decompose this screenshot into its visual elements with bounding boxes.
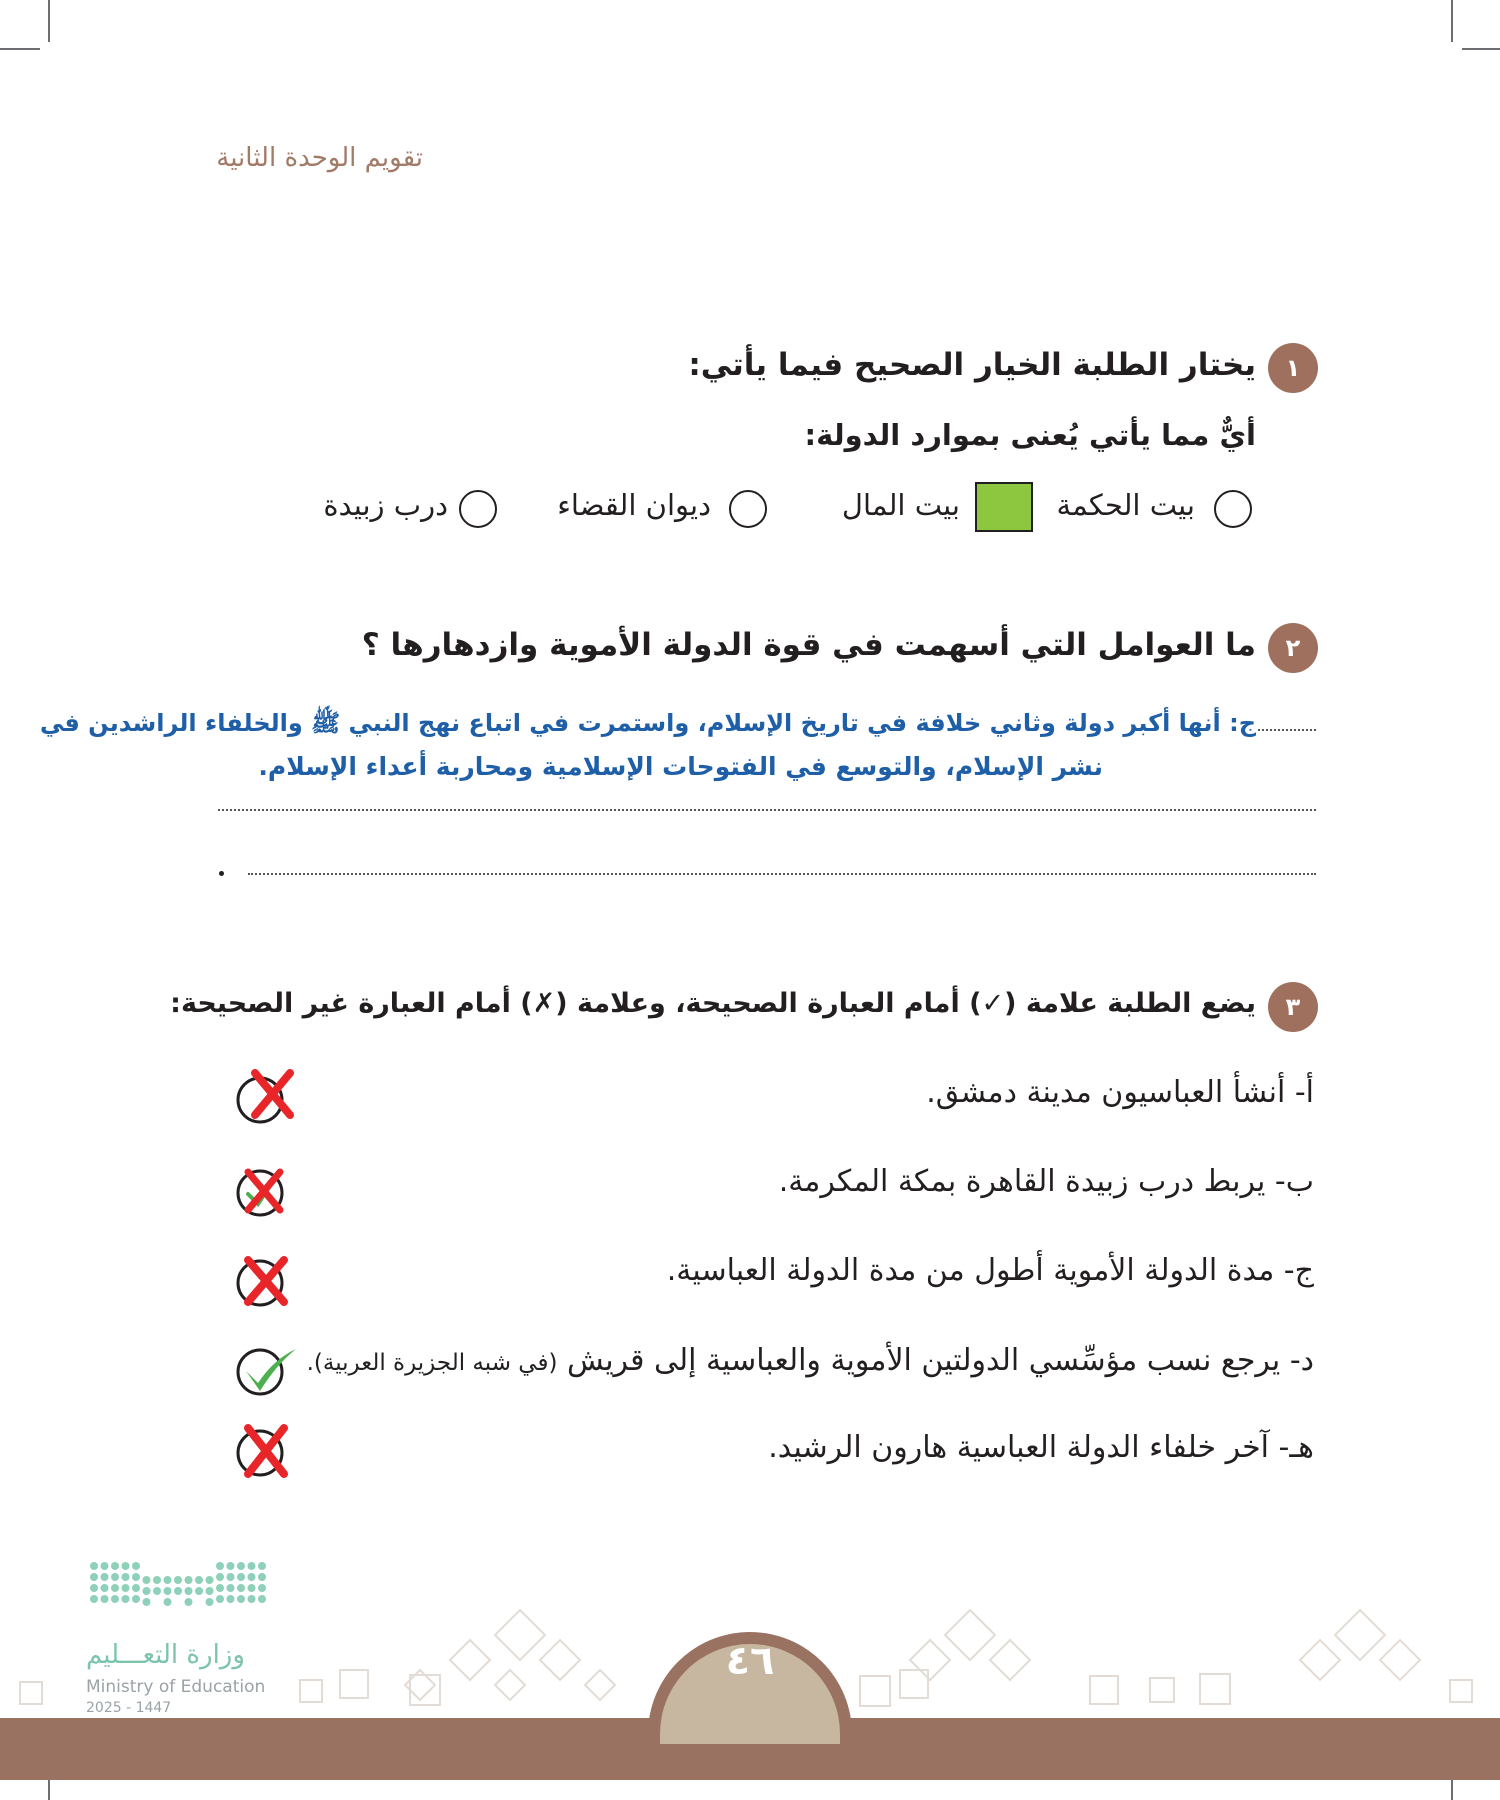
statement-note: (في شبه الجزيرة العربية). [306,1350,558,1376]
statement-main: د- يرجع نسب مؤسِّسي الدولتين الأموية والعباسية إلى قريش [557,1343,1314,1378]
question-number-badge: ١ [1268,343,1318,393]
option-label: بيت الحكمة [1056,488,1195,522]
option-radio[interactable] [1214,490,1252,528]
crop-mark [1462,48,1500,50]
question-text: ما العوامل التي أسهمت في قوة الدولة الأموية وازدهارها ؟ [361,627,1256,663]
cross-icon [248,1260,284,1302]
unit-title: تقويم الوحدة الثانية [216,143,423,173]
option-label: درب زبيدة [323,488,448,522]
question-number-badge: ٢ [1268,623,1318,673]
option-label: بيت المال [841,488,960,522]
question-number-badge: ٣ [1268,982,1318,1032]
page-number: ٤٦ [725,1638,775,1684]
answer-mark-check[interactable] [230,1337,300,1401]
crop-mark [48,0,50,42]
question-text: يختار الطلبة الخيار الصحيح فيما يأتي: [688,347,1256,383]
answer-mark-cross[interactable] [230,1248,300,1312]
answer-text-line: نشر الإسلام، والتوسع في الفتوحات الإسلامية ومحاربة أعداء الإسلام. [258,752,1103,781]
statement-text [307,1343,1314,1378]
question-text: يضع الطلبة علامة (✓) أمام العبارة الصحيحة، وعلامة (✗) أمام العبارة غير الصحيحة: [170,988,1256,1019]
statement-text: ج- مدة الدولة الأموية أطول من مدة الدولة العباسية. [666,1253,1314,1288]
option-label: ديوان القضاء [557,488,711,522]
answer-dotted-line [218,809,1316,811]
ministry-name-ar: وزارة التعـــليم [86,1640,245,1670]
option-radio[interactable] [459,490,497,528]
dot [219,871,224,876]
statement-text: ب- يربط درب زبيدة القاهرة بمكة المكرمة. [778,1164,1314,1199]
answer-mark-cross[interactable] [230,1158,300,1222]
statement-text: أ- أنشأ العباسيون مدينة دمشق. [926,1075,1314,1110]
ministry-logo-icon [88,1560,272,1620]
option-selected-box[interactable] [975,482,1033,532]
crop-mark [1451,0,1453,42]
statement-text: هـ- آخر خلفاء الدولة العباسية هارون الرشيد. [768,1430,1314,1465]
cross-icon [248,1428,284,1474]
cross-icon [248,1172,280,1210]
answer-mark-cross[interactable] [230,1418,300,1482]
cross-icon [255,1073,290,1115]
ministry-year: 2025 - 1447 [86,1700,172,1716]
sub-question-text: أيٌّ مما يأتي يُعنى بموارد الدولة: [804,418,1256,452]
answer-text-line: ج: أنها أكبر دولة وثاني خلافة في تاريخ الإسلام، واستمرت في اتباع نهج النبي ﷺ والخلفاء الراشدين في [34,708,1256,743]
answer-mark-cross[interactable] [230,1065,300,1129]
answer-dotted-line [248,873,1316,875]
option-radio[interactable] [729,490,767,528]
crop-mark [0,48,40,50]
check-icon [246,1349,296,1391]
ministry-name-en: Ministry of Education [86,1677,266,1697]
